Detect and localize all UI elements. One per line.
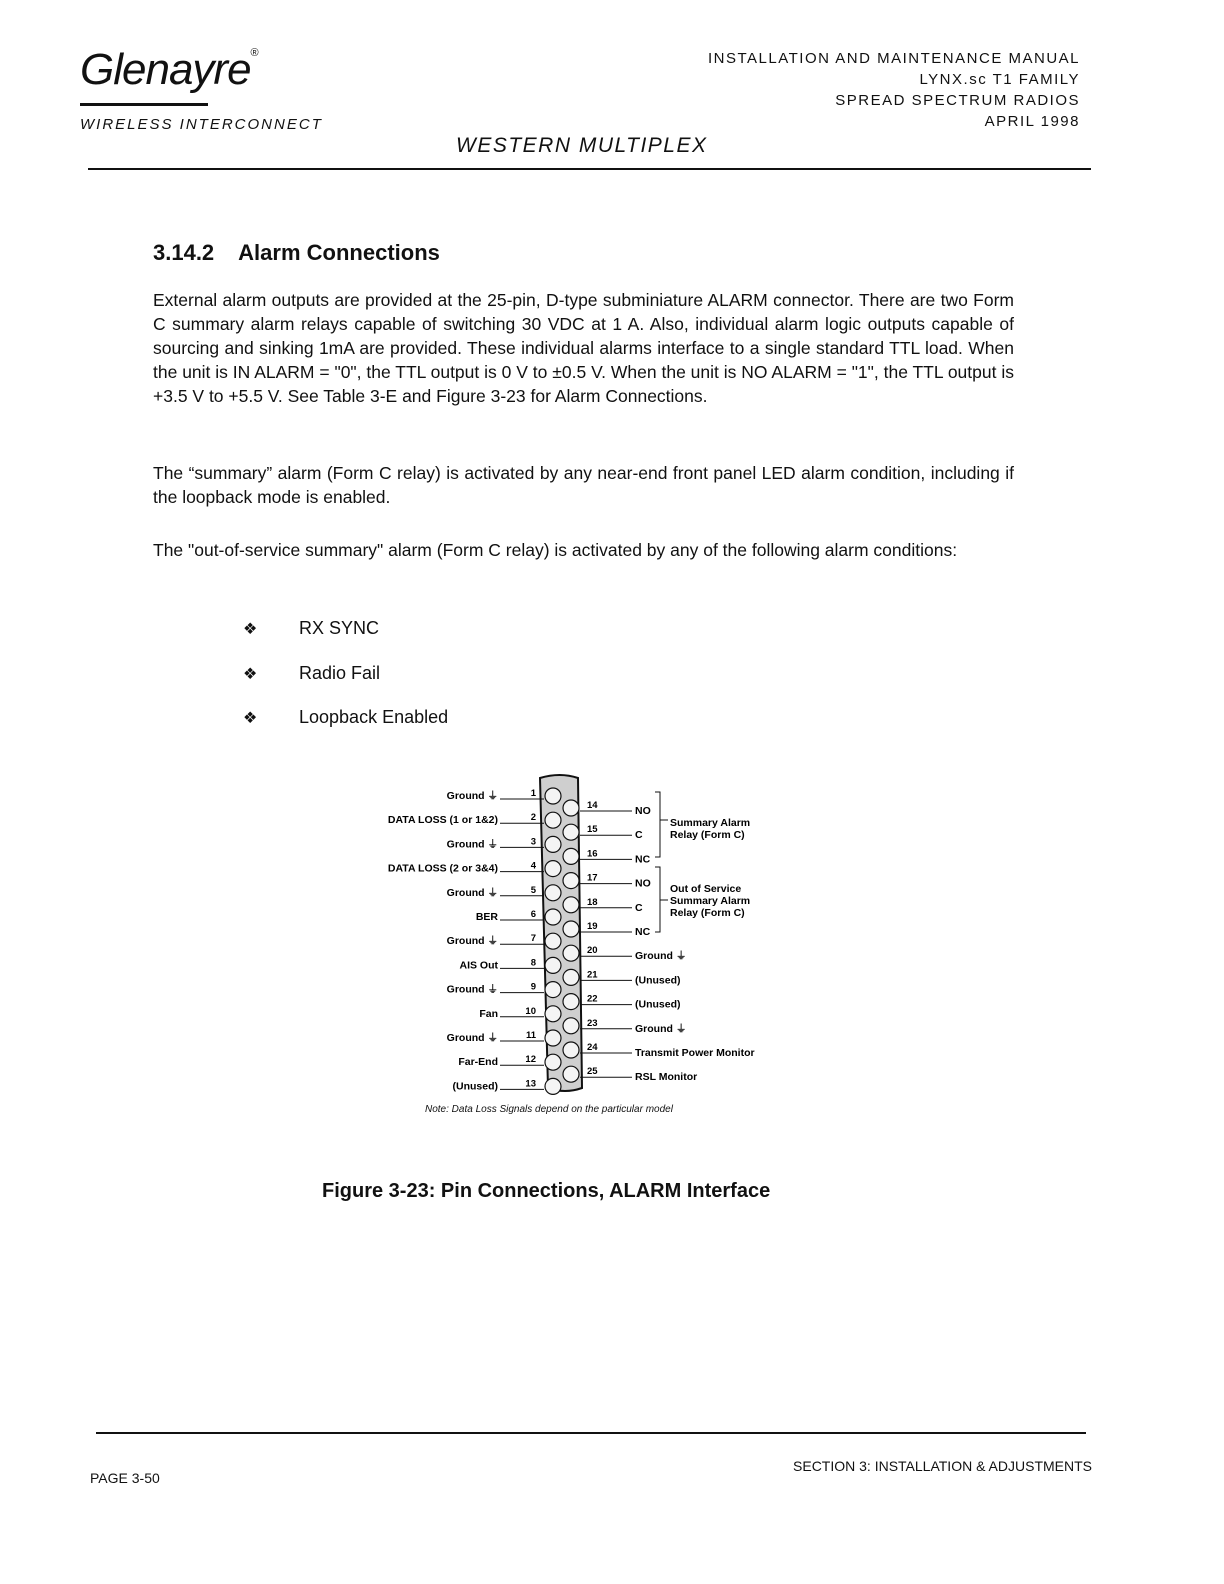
pin-number: 3 <box>530 836 536 848</box>
pin-circle <box>545 861 561 877</box>
right-pin-group <box>563 800 755 1083</box>
pin-number: 6 <box>530 909 536 920</box>
pin-number: 11 <box>525 1030 536 1041</box>
pin-number: 12 <box>525 1054 536 1066</box>
pin-number: 19 <box>587 921 598 932</box>
section-number: 3.14.2 <box>153 240 215 265</box>
out-of-service-relay-bracket <box>655 867 750 932</box>
pin-circle <box>545 909 561 925</box>
list-item <box>243 707 448 728</box>
pin-label: Transmit Power Monitor <box>635 1047 755 1059</box>
pin-number: 18 <box>587 896 598 908</box>
paragraph: The “summary” alarm (Form C relay) is activated by any near-end front panel LED alarm condition, including if the loopback mode is enabled. <box>153 463 1014 507</box>
bullet-icon: ❖ <box>243 666 258 683</box>
summary-relay-bracket <box>655 792 750 857</box>
pin-label: Far-End <box>458 1056 498 1069</box>
list-item <box>243 663 380 684</box>
list-item-text: RX SYNC <box>299 618 380 638</box>
pin-number: 5 <box>530 884 536 896</box>
pin-label: C <box>635 901 643 914</box>
pin-number: 4 <box>530 860 536 872</box>
pin-label: Ground ⏚ <box>446 1032 498 1044</box>
pin-number: 16 <box>587 848 598 860</box>
pin-label: Ground ⏚ <box>446 935 498 948</box>
pin-number: 24 <box>587 1042 598 1053</box>
pin-circle <box>563 994 579 1010</box>
pin-label: Ground ⏚ <box>446 838 498 851</box>
pin-number: 2 <box>530 812 536 824</box>
pin-circle <box>563 848 579 864</box>
paragraph: External alarm outputs are provided at the 25-pin, D-type subminiature ALARM connector. There are two Form C summary alarm relays capable of switching 30 VDC at 1 A. Also, individual alarm logic outputs capable of sourcing and sinking 1mA are provided. These individual alarms interface to a single standard TTL load. When the unit is IN ALARM = "0", the TTL output is 0 V to ±0.5 V. When the unit is NO ALARM = "1", the TTL output is +3.5 V to +5.5 V. See Table 3-E and Figure 3-23 for Alarm Connections. <box>153 290 1014 406</box>
relay-group-label-line: Relay (Form C) <box>670 829 745 841</box>
footer-divider <box>96 1432 1086 1434</box>
registered-mark: ® <box>250 47 258 59</box>
pin-number: 15 <box>587 824 598 836</box>
alarm-connector-diagram <box>360 770 800 1130</box>
section-title: Alarm Connections <box>238 240 440 265</box>
section-heading <box>153 240 440 266</box>
pin-number: 21 <box>587 969 598 981</box>
pin-number: 8 <box>530 957 536 969</box>
relay-group-label-line: Summary Alarm <box>670 817 751 829</box>
pin-number: 10 <box>525 1005 536 1017</box>
figure-note: Note: Data Loss Signals depend on the particular model <box>425 1104 673 1115</box>
pin-label: DATA LOSS (1 or 1&2) <box>387 814 498 827</box>
pin-label: (Unused) <box>635 974 681 987</box>
pin-label: Fan <box>479 1007 498 1020</box>
pin-label: NO <box>635 877 651 890</box>
bullet-icon: ❖ <box>243 710 258 727</box>
pin-circle <box>563 969 579 985</box>
list-item-text: Radio Fail <box>299 663 381 683</box>
pin-number: 22 <box>587 993 598 1005</box>
manual-line: SPREAD SPECTRUM RADIOS <box>835 92 1080 109</box>
pin-number: 1 <box>530 788 536 799</box>
company-logo <box>80 45 258 94</box>
pin-circle <box>563 873 579 889</box>
pin-label: Ground ⏚ <box>446 983 498 996</box>
relay-group-label-line: Relay (Form C) <box>670 907 745 919</box>
relay-group-label-line: Summary Alarm <box>670 895 751 907</box>
pin-label: NC <box>635 853 651 866</box>
manual-info <box>708 48 1080 132</box>
manual-line: LYNX.sc T1 FAMILY <box>919 71 1080 88</box>
pin-circle <box>563 921 579 937</box>
pin-number: 20 <box>587 945 598 957</box>
left-pin-group <box>388 788 561 1094</box>
pin-number: 9 <box>530 981 536 993</box>
pin-circle <box>563 1066 579 1082</box>
pin-circle <box>563 1042 579 1058</box>
pin-circle <box>545 836 561 852</box>
list-item-text: Loopback Enabled <box>299 707 449 727</box>
pin-label: Ground ⏚ <box>446 886 498 899</box>
pin-number: 17 <box>587 872 598 884</box>
pin-number: 25 <box>587 1066 598 1078</box>
logo-text: Glenayre <box>80 45 251 94</box>
pin-circle <box>545 1054 561 1070</box>
pin-number: 23 <box>587 1017 598 1029</box>
pin-circle <box>545 1030 561 1046</box>
pin-circle <box>545 1078 561 1094</box>
pin-label: (Unused) <box>635 998 681 1011</box>
pin-label: AIS Out <box>459 959 498 972</box>
page-number: PAGE 3-50 <box>90 1470 160 1486</box>
pin-label: DATA LOSS (2 or 3&4) <box>387 862 498 875</box>
header-divider <box>88 168 1091 170</box>
pin-label: Ground ⏚ <box>446 790 498 802</box>
pin-label: Ground ⏚ <box>635 1022 687 1035</box>
pin-circle <box>545 788 561 804</box>
pin-circle <box>563 945 579 961</box>
pin-circle <box>563 824 579 840</box>
pin-circle <box>545 812 561 828</box>
list-item <box>243 618 379 639</box>
figure-caption: Figure 3-23: Pin Connections, ALARM Interface <box>322 1180 771 1202</box>
pin-circle <box>545 933 561 949</box>
pin-label: Ground ⏚ <box>635 950 687 963</box>
pin-circle <box>563 897 579 913</box>
paragraph: The "out-of-service summary" alarm (Form C relay) is activated by any of the following alarm conditions: <box>153 540 958 560</box>
pin-label: (Unused) <box>452 1080 498 1093</box>
pin-circle <box>545 1006 561 1022</box>
pin-number: 14 <box>587 800 598 811</box>
pin-label: NC <box>635 926 651 938</box>
logo-tagline: WIRELESS INTERCONNECT <box>80 116 323 133</box>
pin-circle <box>545 982 561 998</box>
pin-circle <box>563 800 579 816</box>
footer-section-title: SECTION 3: INSTALLATION & ADJUSTMENTS <box>793 1458 1092 1474</box>
pin-circle <box>563 1018 579 1034</box>
pin-circle <box>545 885 561 901</box>
pin-label: RSL Monitor <box>635 1071 698 1084</box>
manual-line: INSTALLATION AND MAINTENANCE MANUAL <box>708 50 1080 67</box>
bullet-icon: ❖ <box>243 621 258 638</box>
manual-line: APRIL 1998 <box>984 113 1080 130</box>
relay-group-label-line: Out of Service <box>670 883 742 895</box>
pin-circle <box>545 957 561 973</box>
pin-number: 13 <box>525 1078 536 1090</box>
pin-label: C <box>635 829 643 842</box>
pin-number: 7 <box>530 933 536 945</box>
pin-label: BER <box>475 911 498 923</box>
logo-underline <box>80 103 208 106</box>
pin-label: NO <box>635 805 651 817</box>
company-name: WESTERN MULTIPLEX <box>456 134 708 157</box>
